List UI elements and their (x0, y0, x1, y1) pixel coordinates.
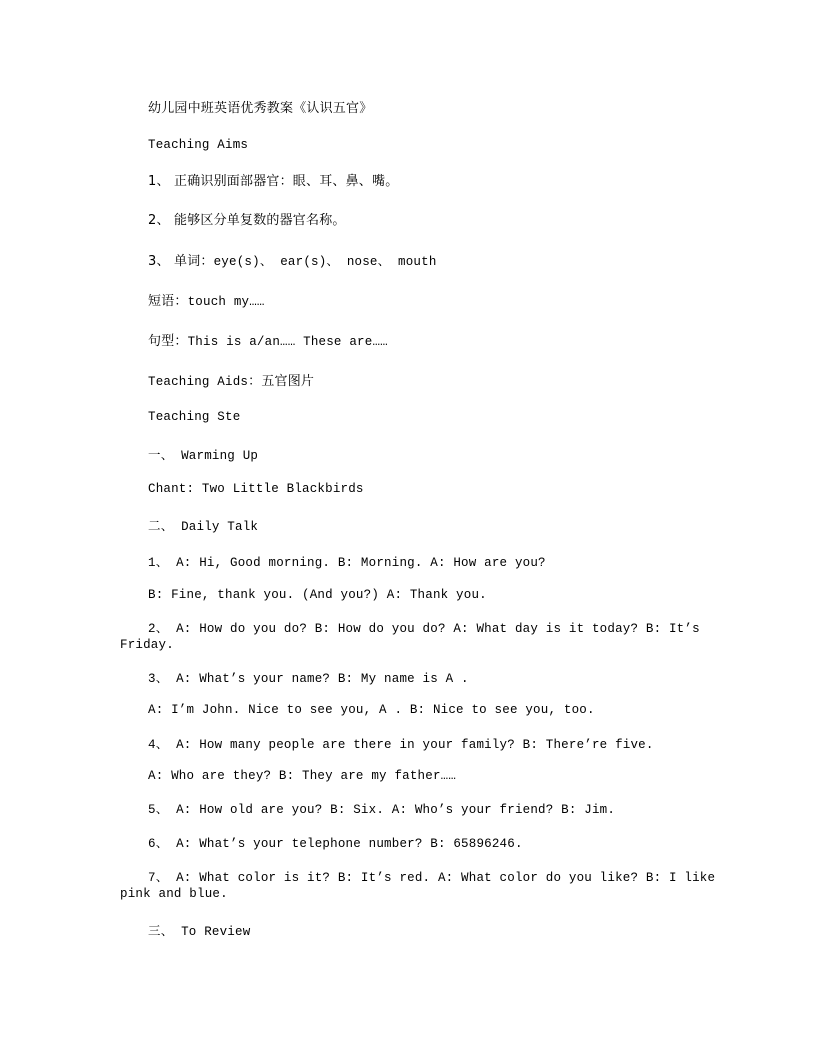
talk-7: 7、 A: What color is it? B: It’s red. A: What color do you like? B: I like pink and blue. (120, 871, 716, 901)
teaching-aids-label: Teaching Aids (148, 375, 249, 389)
teaching-aims-heading: Teaching Aims (148, 138, 249, 152)
talk-2: 2、 A: How do you do? B: How do you do? A: What day is it today? B: It’s Friday. (120, 622, 700, 652)
aim-3-words: eye(s)、 ear(s)、 nose、 mouth (213, 255, 437, 269)
section-to-review: 三、 To Review (148, 925, 251, 939)
talk-1b: B: Fine, thank you. (And you?) A: Thank you. (148, 588, 487, 602)
phrase-line (148, 294, 265, 310)
phrase-prefix: 短语： (148, 294, 188, 309)
teaching-aids-line (148, 374, 314, 390)
chant-line: Chant: Two Little Blackbirds (148, 482, 364, 496)
aim-3 (148, 254, 437, 270)
document-title: 幼儿园中班英语优秀教案《认识五官》 (148, 101, 373, 116)
talk-6: 6、 A: What’s your telephone number? B: 65896246. (148, 837, 523, 851)
aim-3-prefix: 3、 单词： (148, 254, 214, 269)
sentence-line (148, 334, 388, 350)
talk-3a: 3、 A: What’s your name? B: My name is A . (148, 672, 469, 686)
sentence-text: This is a/an…… These are…… (187, 335, 388, 349)
section-warming-up: 一、 Warming Up (148, 449, 259, 463)
talk-5: 5、 A: How old are you? B: Six. A: Who’s your friend? B: Jim. (148, 803, 616, 817)
section-daily-talk: 二、 Daily Talk (148, 520, 259, 534)
talk-4b: A: Who are they? B: They are my father…… (148, 769, 457, 783)
talk-1a: 1、 A: Hi, Good morning. B: Morning. A: How are you? (148, 556, 546, 570)
aim-1: 1、 正确识别面部器官：眼、耳、鼻、嘴。 (148, 174, 399, 189)
teaching-steps-heading: Teaching Ste (148, 410, 241, 424)
aim-2: 2、 能够区分单复数的器官名称。 (148, 213, 346, 228)
talk-4a: 4、 A: How many people are there in your family? B: There’re five. (148, 738, 654, 752)
phrase-text: touch my…… (187, 295, 265, 309)
sentence-prefix: 句型： (148, 334, 188, 349)
talk-3b: A: I’m John. Nice to see you, A . B: Nice to see you, too. (148, 703, 595, 717)
teaching-aids-value: ：五官图片 (248, 374, 315, 389)
